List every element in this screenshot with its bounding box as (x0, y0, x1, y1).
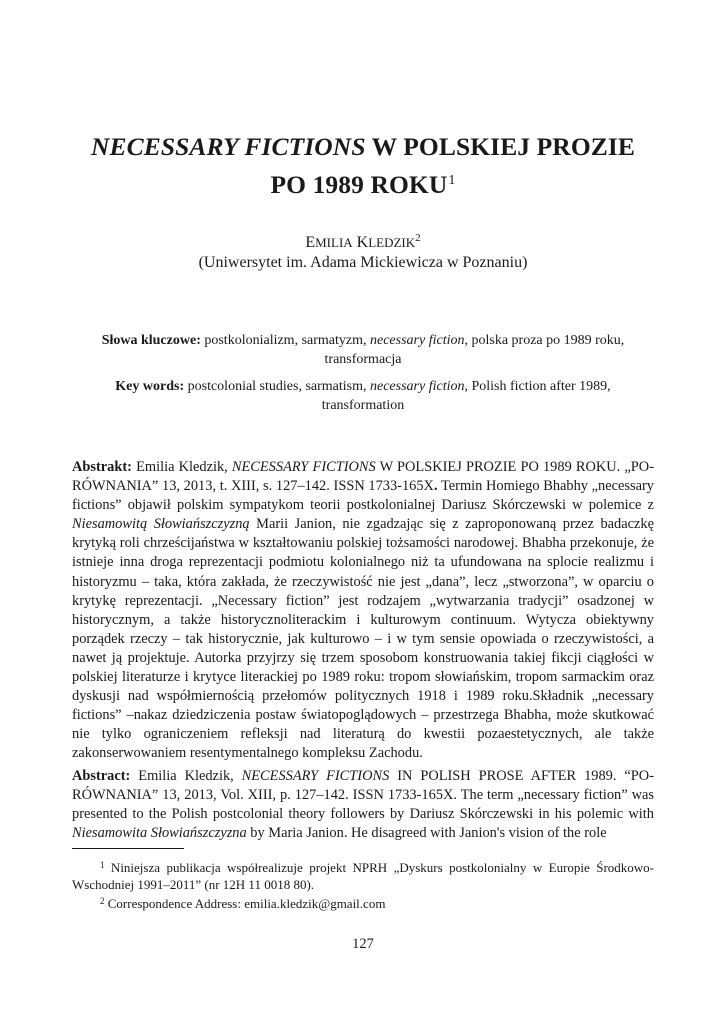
title-italic-part: NECESSARY FICTIONS (90, 132, 366, 161)
title-footnote-mark: 1 (448, 173, 456, 188)
author-name (305, 234, 415, 251)
abstract-polish-s4: Marii Janion, nie zgadzając się z zaproponowaną przez badaczkę krytyką roli chrześcijaństwa w kształtowaniu polskiej tożsamości narodowej. Bhabha przekonuje, że istnieje inna droga reprezentacji podmiotu kolonialnego niż ta ufundowana na splocie realizmu i historyzmu – taka, która zakłada, że rzeczywistość nie jest „dana”, lecz „stworzona”, w oparciu o krytykę reprezentacji. „Necessary fiction” jest rodzajem „wytwarzania tradycji” osadzonej w historycznym, a także historycznoliterackim i kulturowym continuum. Wytycza obiektywny porządek rzeczy – tak historycznie, jak kulturowo – i w tym sensie opowiada o rzeczywistości, a nawet ją projektuje. Autorka przyjrzy się trzem sposobom konstruowania takiej fikcji ciągłości w polskiej literaturze i krytyce literackiej po 1989 roku: tropom słowiańskim, tropom sarmackim oraz dyskusji nad współmiernością przełomów politycznych 1918 i 1989 roku.Składnik „necessary fictions” –nakaz dziedziczenia postaw światopoglądowych – przestrzega Bhabha, może skutkować nie tylko ograniczeniem refleksji nad literaturą do kwestii pozaestetycznych, ale także zakonserwowaniem resentymentalnego kompleksu Zachodu. (72, 516, 654, 762)
author-first-initial: E (305, 234, 316, 251)
footnotes (72, 857, 654, 913)
footnote-1-text: Niniejsza publikacja współrealizuje projekt NPRH „Dyskurs postkolonialny w Europie Środkowo-Wschodniej 1991–2011” (nr 12H 11 0018 80). (72, 860, 654, 892)
footnote-2-mark: 2 (100, 896, 105, 906)
title-line2: PO 1989 ROKU (270, 170, 448, 199)
abstract-polish-i1: NECESSARY FICTIONS (231, 459, 376, 475)
footnote-2 (72, 893, 654, 913)
footnote-1 (72, 857, 654, 893)
abstract-english-s1: Emilia Kledzik, (130, 768, 242, 784)
keywords-polish-text2: , polska proza po 1989 roku, (464, 333, 625, 348)
keywords-english-label: Key words: (115, 379, 185, 394)
keywords-polish-label: Słowa kluczowe: (101, 333, 201, 348)
abstract-english-i2: Niesamowita Słowiańszczyzna (72, 825, 247, 842)
footnote-separator (72, 848, 184, 849)
keywords-polish-line2: transformacja (324, 352, 402, 367)
abstract-polish (72, 458, 654, 764)
author-last-rest: LEDZIK (368, 235, 416, 250)
abstract-english-i1: NECESSARY FICTIONS (241, 768, 390, 784)
page-number: 127 (352, 936, 374, 952)
footnote-1-mark: 1 (100, 860, 105, 870)
abstract-polish-s1: Emilia Kledzik, (131, 459, 232, 475)
keywords-english-line2: transformation (321, 398, 405, 413)
author-last-initial: K (356, 234, 369, 251)
keywords-english-italic: necessary fiction (370, 379, 465, 394)
title-line1-rest: W POLSKIEJ PROZIE (365, 132, 635, 161)
abstract-polish-bold-dot: . (433, 478, 438, 495)
author-block (0, 228, 726, 273)
abstract-polish-s2: W POLSKIEJ PROZIE PO 1989 ROKU. „PORÓWNANIA” 13, 2013, t. XIII, s. 127–142. ISSN 1733-165X (72, 459, 654, 495)
abstract-polish-s3: Termin Homiego Bhabhy „necessary fictions” objawił polskim sympatykom teorii postkolonialnej Dariusz Skórczewski w polemice z (72, 478, 654, 514)
author-footnote-mark: 2 (415, 232, 421, 244)
keywords-english (72, 377, 654, 415)
author-affiliation: (Uniwersytet im. Adama Mickiewicza w Poznaniu) (198, 254, 528, 271)
abstract-english-s3: by Maria Janion. He disagreed with Janion's vision of the role (246, 825, 607, 842)
footnote-2-text: Correspondence Address: emilia.kledzik@gmail.com (104, 896, 386, 911)
abstract-english-label: Abstract: (72, 768, 131, 784)
keywords-english-text1: postcolonial studies, sarmatism, (184, 379, 370, 394)
author-first-rest: MILIA (315, 235, 353, 250)
keywords-polish-italic: necessary fiction (370, 333, 465, 348)
keywords-polish-text1: postkolonializm, sarmatyzm, (200, 333, 370, 348)
abstract-polish-i2: Niesamowitą Słowiańszczyzną (72, 516, 250, 533)
keywords-english-text2: , Polish fiction after 1989, (464, 379, 611, 394)
abstract-english (72, 767, 654, 843)
keywords-polish (72, 331, 654, 369)
article-title (0, 130, 726, 202)
abstract-english-s2: IN POLISH PROSE AFTER 1989. “PORÓWNANIA” 13, 2013, Vol. XIII, p. 127–142. ISSN 1733-165X. The term „necessary fiction” was presented to the Polish postcolonial theory followers by Dariusz Skórczewski in his polemic with (72, 768, 654, 823)
abstract-polish-label: Abstrakt: (72, 459, 132, 475)
